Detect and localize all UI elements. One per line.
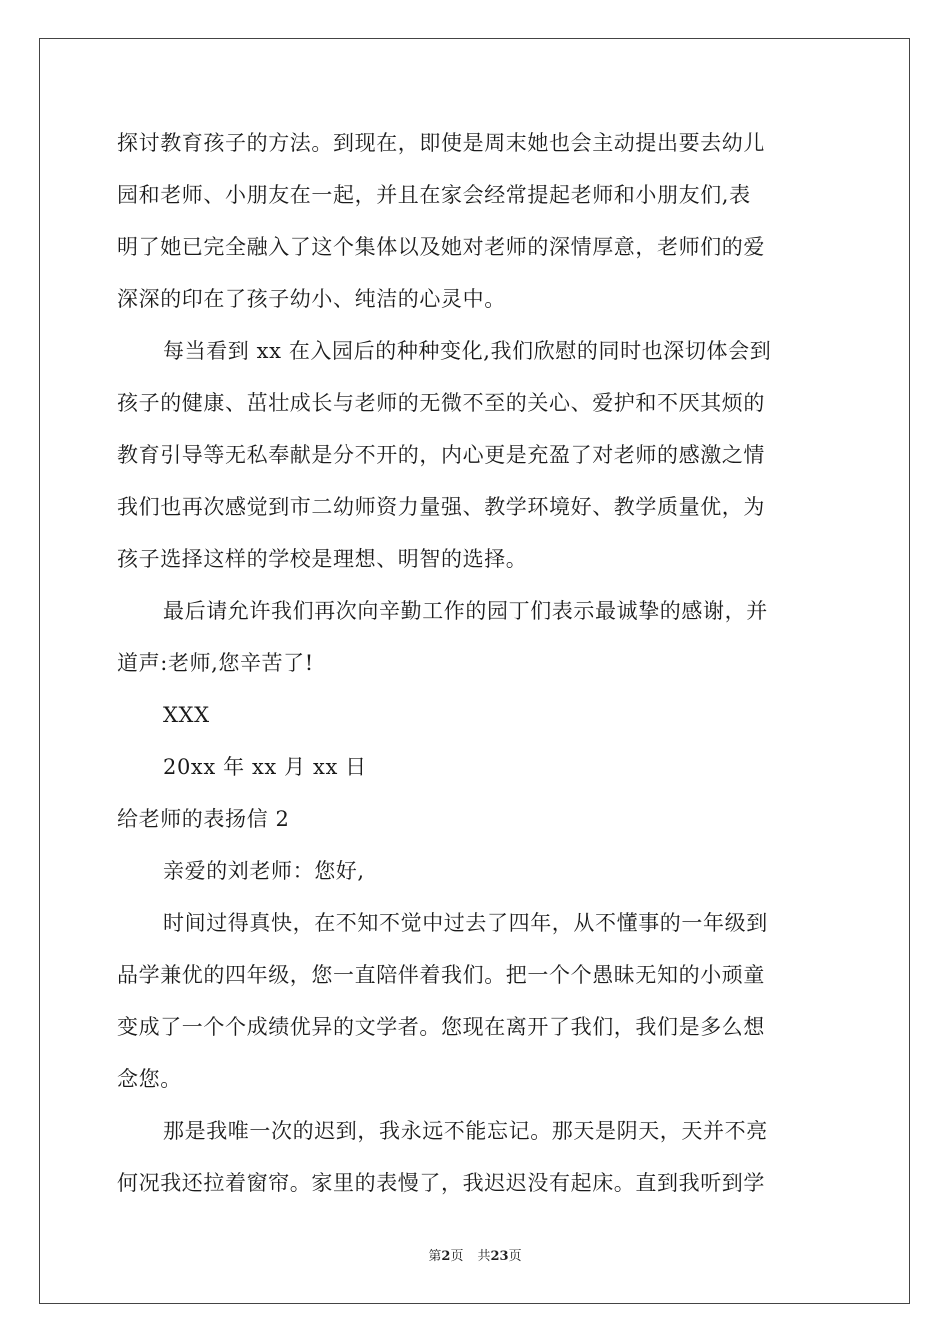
text-line: 深深的印在了孩子幼小、纯洁的心灵中。 — [117, 287, 506, 311]
page-prefix: 第 — [428, 1249, 442, 1264]
text-line: 教育引导等无私奉献是分不开的，内心更是充盈了对老师的感激之情 — [117, 443, 765, 467]
date-line: 20xx 年 xx 月 xx 日 — [163, 755, 367, 779]
section-title: 给老师的表扬信 2 — [117, 807, 290, 831]
total-suffix: 页 — [508, 1249, 522, 1264]
page-footer — [0, 1245, 950, 1264]
text-line: 每当看到 xx 在入园后的种种变化,我们欣慰的同时也深切体会到 — [163, 339, 772, 363]
text-line: 变成了一个个成绩优异的文学者。您现在离开了我们，我们是多么想 — [117, 1015, 765, 1039]
text-line: 那是我唯一次的迟到，我永远不能忘记。那天是阴天，天并不亮 — [163, 1119, 768, 1143]
text-line: 孩子选择这样的学校是理想、明智的选择。 — [117, 547, 528, 571]
text-line: 时间过得真快，在不知不觉中过去了四年，从不懂事的一年级到 — [163, 911, 768, 935]
text-line: 念您。 — [117, 1067, 182, 1091]
text-line: 最后请允许我们再次向辛勤工作的园丁们表示最诚挚的感谢，并 — [163, 599, 768, 623]
text-line: 品学兼优的四年级，您一直陪伴着我们。把一个个愚昧无知的小顽童 — [117, 963, 765, 987]
total-pages: 23 — [490, 1249, 509, 1264]
salutation: 亲爱的刘老师：您好, — [163, 859, 365, 883]
text-line: 明了她已完全融入了这个集体以及她对老师的深情厚意，老师们的爱 — [117, 235, 765, 259]
text-line: 道声:老师,您辛苦了! — [117, 651, 314, 675]
text-line: 孩子的健康、茁壮成长与老师的无微不至的关心、爱护和不厌其烦的 — [117, 391, 765, 415]
text-line: 园和老师、小朋友在一起，并且在家会经常提起老师和小朋友们,表 — [117, 183, 751, 207]
page-number: 2 — [441, 1249, 451, 1264]
text-line: 何况我还拉着窗帘。家里的表慢了，我迟迟没有起床。直到我听到学 — [117, 1171, 765, 1195]
text-line: 探讨教育孩子的方法。到现在，即使是周末她也会主动提出要去幼儿 — [117, 131, 765, 155]
text-line: 我们也再次感觉到市二幼师资力量强、教学环境好、教学质量优，为 — [117, 495, 765, 519]
signature: XXX — [163, 703, 210, 727]
total-prefix: 共 — [477, 1249, 491, 1264]
page-suffix: 页 — [450, 1249, 464, 1264]
